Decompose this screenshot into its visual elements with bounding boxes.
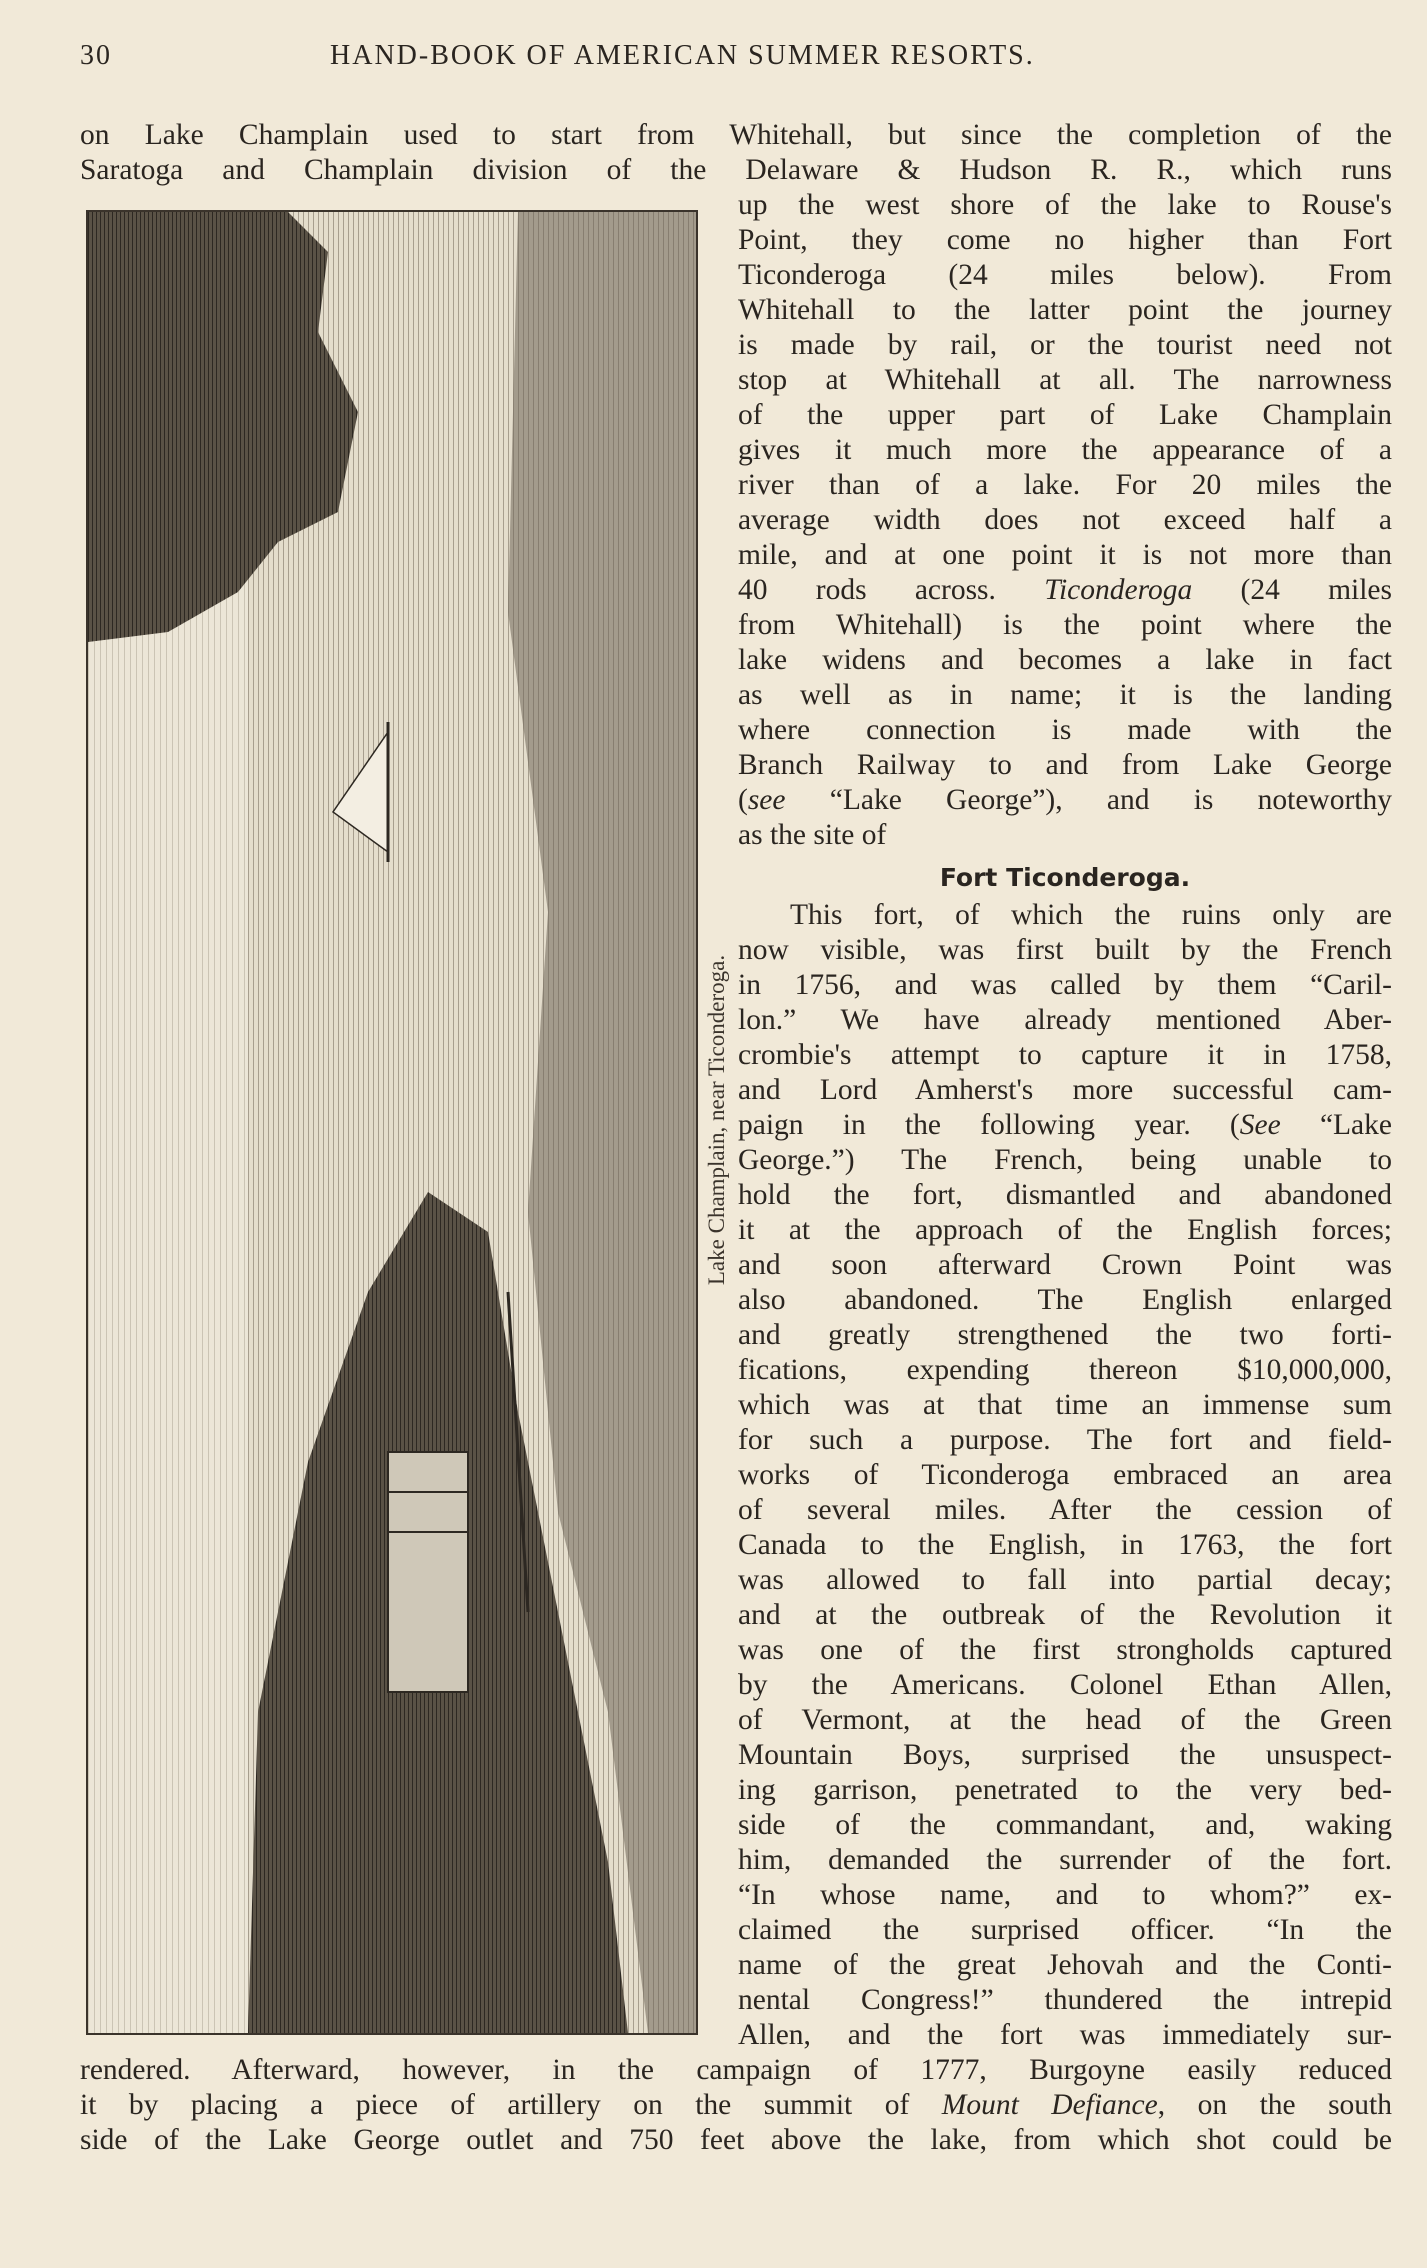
text-line: as the site of bbox=[738, 819, 887, 851]
text-line: average width does not exceed half a bbox=[738, 504, 1392, 536]
text-segment: “Lake bbox=[1280, 1109, 1392, 1141]
text-line: gives it much more the appearance of a bbox=[738, 434, 1392, 466]
text-line: was one of the first strongholds captured bbox=[738, 1634, 1392, 1666]
text-line: lake widens and becomes a lake in fact bbox=[738, 644, 1392, 676]
text-line: Point, they come no higher than Fort bbox=[738, 224, 1392, 256]
caption-text: Lake Champlain, near Ticonderoga. bbox=[704, 954, 729, 1286]
text-line: name of the great Jehovah and the Conti- bbox=[738, 1949, 1392, 1981]
text-line: which was at that time an immense sum bbox=[738, 1389, 1392, 1421]
text-line bbox=[738, 783, 1392, 818]
text-line: is made by rail, or the tourist need not bbox=[738, 329, 1392, 361]
text-segment: ( bbox=[738, 784, 748, 816]
text-line: and Lord Amherst's more successful cam- bbox=[738, 1074, 1392, 1106]
text-line: side of the commandant, and, waking bbox=[738, 1809, 1392, 1841]
text-line bbox=[80, 2088, 1392, 2123]
text-line: and greatly strengthened the two forti- bbox=[738, 1319, 1392, 1351]
italic-see: See bbox=[1239, 1109, 1281, 1141]
text-line: as well as in name; it is the landing bbox=[738, 679, 1392, 711]
text-line: works of Ticonderoga embraced an area bbox=[738, 1459, 1392, 1491]
text-line: fications, expending thereon $10,000,000, bbox=[738, 1354, 1392, 1386]
text-line: now visible, was first built by the French bbox=[738, 934, 1392, 966]
text-line: Mountain Boys, surprised the unsuspect- bbox=[738, 1739, 1392, 1771]
text-line: of Vermont, at the head of the Green bbox=[738, 1704, 1392, 1736]
text-line: George.”) The French, being unable to bbox=[738, 1144, 1392, 1176]
text-line: in 1756, and was called by them “Caril- bbox=[738, 969, 1392, 1001]
text-line: side of the Lake George outlet and 750 feet above the lake, from which shot could be bbox=[80, 2124, 1392, 2156]
text-line: Ticonderoga (24 miles below). From bbox=[738, 259, 1392, 291]
text-line: river than of a lake. For 20 miles the bbox=[738, 469, 1392, 501]
text-line: mile, and at one point it is not more than bbox=[738, 539, 1392, 571]
text-line: claimed the surprised officer. “In the bbox=[738, 1914, 1392, 1946]
text-line bbox=[738, 573, 1392, 608]
text-line: rendered. Afterward, however, in the campaign of 1777, Burgoyne easily reduced bbox=[80, 2054, 1392, 2086]
lake-champlain-engraving bbox=[88, 212, 696, 2033]
text-line: and at the outbreak of the Revolution it bbox=[738, 1599, 1392, 1631]
text-line: it at the approach of the English forces; bbox=[738, 1214, 1392, 1246]
text-line: where connection is made with the bbox=[738, 714, 1392, 746]
text-segment: (24 miles bbox=[1240, 574, 1393, 606]
text-line: ing garrison, penetrated to the very bed- bbox=[738, 1774, 1392, 1806]
text-line: by the Americans. Colonel Ethan Allen, bbox=[738, 1669, 1392, 1701]
text-segment: it by placing a piece of artillery on the summit of bbox=[80, 2089, 910, 2121]
text-line: hold the fort, dismantled and abandoned bbox=[738, 1179, 1392, 1211]
page-number: 30 bbox=[80, 40, 112, 71]
text-line: Branch Railway to and from Lake George bbox=[738, 749, 1392, 781]
text-segment: 40 rods across. bbox=[738, 574, 996, 606]
text-segment: , on the south bbox=[1157, 2089, 1392, 2121]
text-line: of several miles. After the cession of bbox=[738, 1494, 1392, 1526]
section-heading: Fort Ticonderoga. bbox=[939, 863, 1191, 892]
running-title: HAND-BOOK OF AMERICAN SUMMER RESORTS. bbox=[330, 40, 1035, 71]
text-line: lon.” We have already mentioned Aber- bbox=[738, 1004, 1392, 1036]
text-line: on Lake Champlain used to start from Whitehall, but since the completion of the bbox=[80, 119, 1392, 151]
text-line: also abandoned. The English enlarged bbox=[738, 1284, 1392, 1316]
italic-place-name: Ticonderoga bbox=[1044, 574, 1193, 606]
text-line: “In whose name, and to whom?” ex- bbox=[738, 1879, 1392, 1911]
text-line: Whitehall to the latter point the journey bbox=[738, 294, 1392, 326]
text-line: and soon afterward Crown Point was bbox=[738, 1249, 1392, 1281]
text-segment: paign in the following year. ( bbox=[738, 1109, 1240, 1141]
text-line: of the upper part of Lake Champlain bbox=[738, 399, 1392, 431]
text-line: Saratoga and Champlain division of the Delaware & Hudson R. R., which runs bbox=[80, 154, 1392, 186]
text-line: nental Congress!” thundered the intrepid bbox=[738, 1984, 1392, 2016]
italic-see: see bbox=[747, 784, 786, 816]
text-line: up the west shore of the lake to Rouse's bbox=[738, 189, 1392, 221]
text-line bbox=[738, 1108, 1392, 1143]
text-segment: “Lake George”), and is noteworthy bbox=[785, 784, 1392, 816]
text-line: Canada to the English, in 1763, the fort bbox=[738, 1529, 1392, 1561]
text-line: crombie's attempt to capture it in 1758, bbox=[738, 1039, 1392, 1071]
text-line: was allowed to fall into partial decay; bbox=[738, 1564, 1392, 1596]
text-line: This fort, of which the ruins only are bbox=[790, 899, 1392, 931]
text-line: for such a purpose. The fort and field- bbox=[738, 1424, 1392, 1456]
text-line: from Whitehall) is the point where the bbox=[738, 609, 1392, 641]
text-line: stop at Whitehall at all. The narrowness bbox=[738, 364, 1392, 396]
illustration-caption bbox=[700, 905, 734, 1335]
engraving-illustration bbox=[86, 210, 698, 2035]
text-line: Allen, and the fort was immediately sur- bbox=[738, 2019, 1392, 2051]
running-header bbox=[80, 40, 1390, 80]
text-line: him, demanded the surrender of the fort. bbox=[738, 1844, 1392, 1876]
italic-place-name: Mount Defiance bbox=[941, 2089, 1158, 2121]
